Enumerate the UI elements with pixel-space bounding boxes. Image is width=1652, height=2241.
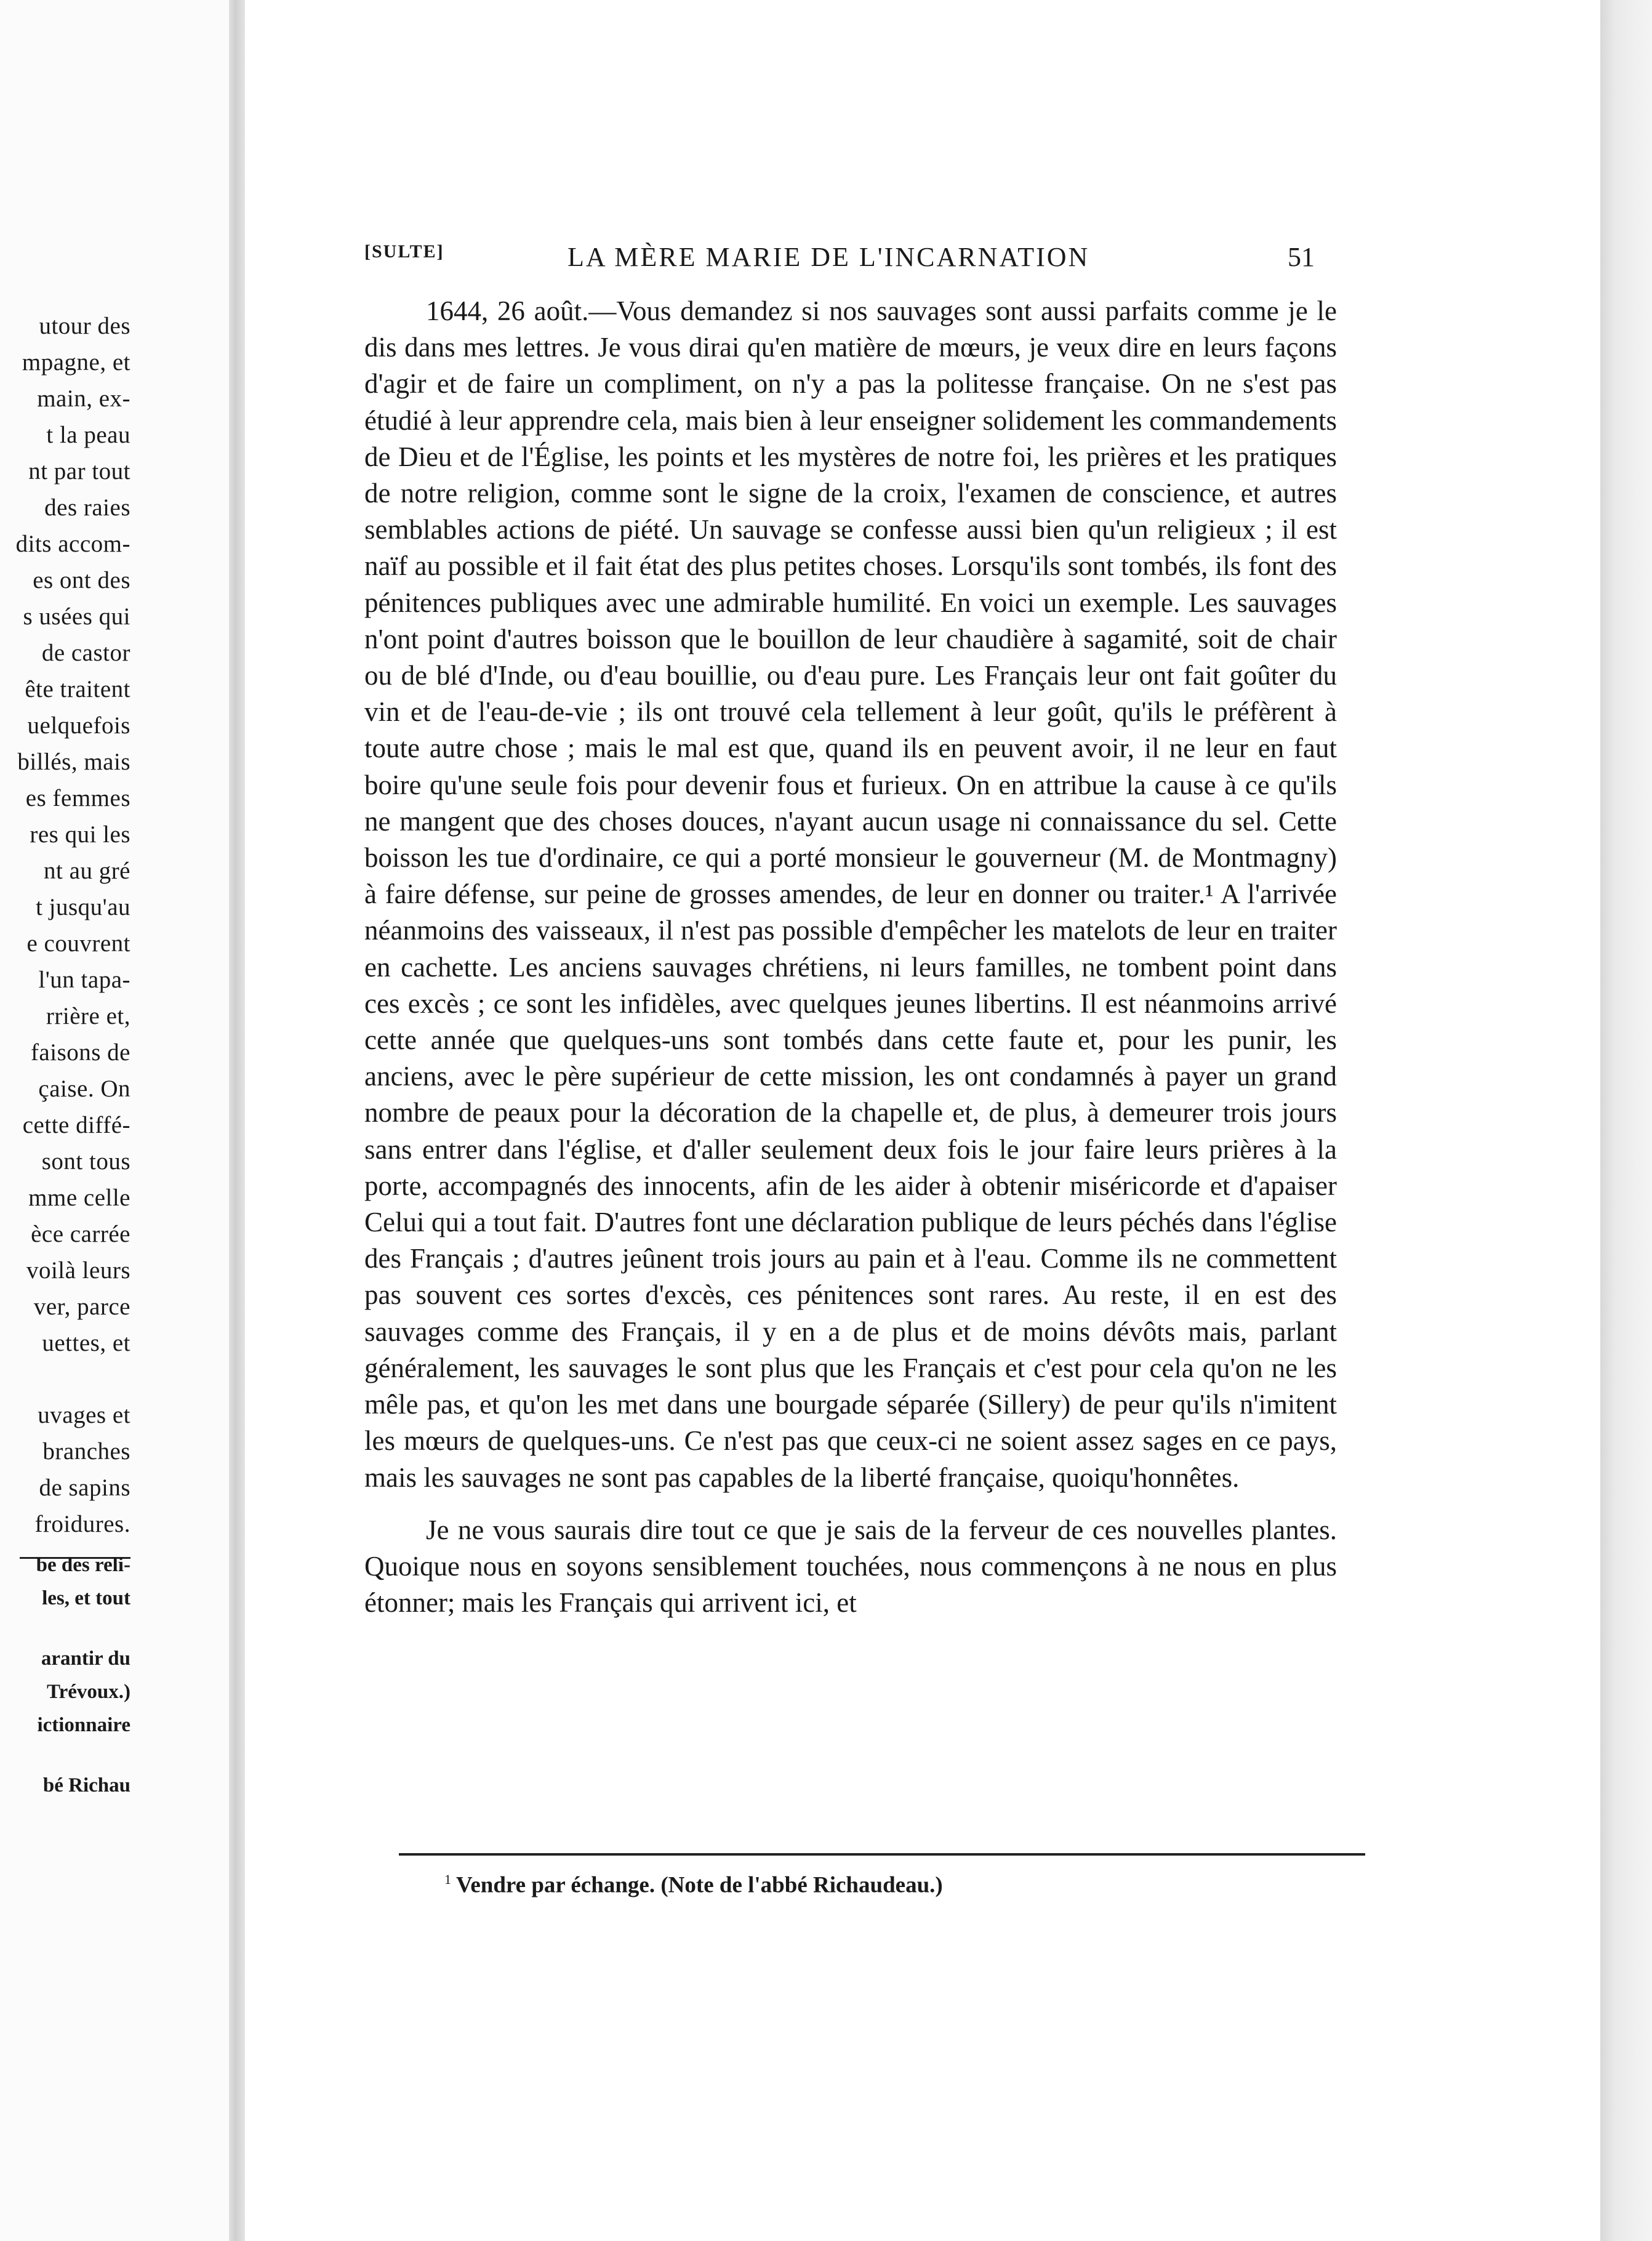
left-page-note: arantir du [41,1648,130,1670]
footnote-marker: 1 [444,1872,451,1887]
running-header [364,241,1337,278]
left-page-line: de sapins [39,1475,130,1501]
left-page-line: mme celle [28,1185,130,1211]
left-page-line: des raies [44,494,130,521]
left-page-line: branches [42,1438,130,1465]
left-page-note: Trévoux.) [47,1681,130,1703]
left-page-line: t jusqu'au [36,894,130,920]
left-page-line: es ont des [33,567,130,593]
left-page-note: ictionnaire [37,1714,130,1736]
left-page-line: sont tous [41,1148,130,1175]
left-page-line: nt par tout [28,458,130,485]
left-page-note: les, et tout [42,1587,130,1609]
body-text [364,293,1337,1621]
footnote-rule [399,1853,1365,1856]
left-page-line: l'un tapa- [38,967,130,993]
left-page-line: çaise. On [38,1076,130,1102]
left-page-line: cette diffé- [22,1112,130,1138]
left-page-line: utour des [39,313,130,339]
page-edge [1600,0,1652,2241]
footnote-text: Vendre par échange. (Note de l'abbé Richaudeau.) [456,1872,943,1898]
left-page-line: nt au gré [44,858,130,884]
book-gutter [229,0,245,2241]
left-page-text [0,308,130,1563]
left-page-line: s usées qui [23,603,130,630]
left-page-line: uettes, et [42,1330,130,1356]
page-number: 51 [1288,242,1315,272]
left-page-line: de castor [41,640,130,666]
left-page-line: e couvrent [26,930,130,957]
header-title: LA MÈRE MARIE DE L'INCARNATION [567,242,1090,272]
left-page-line: billés, mais [17,749,130,775]
header-author: [SULTE] [364,241,444,262]
left-page-line: mpagne, et [22,349,130,376]
left-page-line: res qui les [30,821,130,848]
paragraph-2: Je ne vous saurais dire tout ce que je sais de la ferveur de ces nouvelles plantes. Quoique nous en soyons sensiblement touchées, nous commençons à ne nous en plus étonner; mais les Français qui arrivent ici, et [364,1514,1337,1619]
left-page-footnotes [0,1548,130,1802]
paragraph-1: 1644, 26 août.—Vous demandez si nos sauvages sont aussi parfaits comme je le dis dans mes lettres. Je vous dirai qu'en matière de mœurs, je veux dire en leurs façons d'agir et de faire un compliment, on n'y a pas la politesse française. On ne s'est pas étudié à leur apprendre cela, mais bien à leur enseigner solidement les commandements de Dieu et de l'Église, les points et les mystères de notre foi, les prières et les pratiques de notre religion, comme sont le signe de la croix, l'examen de conscience, et autres semblables actions de piété. Un sauvage se confesse aussi bien qu'un religieux ; il est naïf au possible et il fait état des plus petites choses. Lorsqu'ils sont tombés, ils font des pénitences publiques avec une admirable humilité. En voici un exemple. Les sauvages n'ont point d'autres boisson que le bouillon de leur chaudière à sagamité, soit de chair ou de blé d'Inde, ou d'eau bouillie, ou d'eau pure. Les Français leur ont fait goûter du vin et de l'eau-de-vie ; ils ont trouvé cela tellement à leur goût, qu'ils le préfèrent à toute autre chose ; mais le mal est que, quand ils en peuvent avoir, il ne leur en faut boire qu'une seule fois pour devenir fous et furieux. On en attribue la cause à ce qu'ils ne mangent que des choses douces, n'ayant aucun usage ni connaissance du sel. Cette boisson les tue d'ordinaire, ce qui a porté monsieur le gouverneur (M. de Montmagny) à faire défense, sur peine de grosses amendes, de leur en donner ou traiter.¹ A l'arrivée néanmoins des vaisseaux, il n'est pas possible d'empêcher les matelots de leur en traiter en cachette. Les anciens sauvages chrétiens, ni leurs familles, ne tombent point dans ces excès ; ce sont les infidèles, avec quelques jeunes libertins. Il est néanmoins arrivé cette année que quelques-uns sont tombés dans cette faute et, pour les punir, les anciens, avec le père supérieur de cette mission, les ont condamnés à payer un grand nombre de peaux pour la décoration de la chapelle et, de plus, à demeurer trois jours sans entrer dans l'église, et d'aller seulement deux fois le jour faire leurs prières à la porte, accompagnés des innocents, afin de les aider à obtenir miséricorde et d'apaiser Celui qui a tout fait. D'autres font une déclaration publique de leurs péchés dans l'église des Français ; d'autres jeûnent trois jours au pain et à l'eau. Comme ils ne commettent pas souvent ces sortes d'excès, ces pénitences sont rares. Au reste, il en est des sauvages comme des Français, il y en a de plus et de moins dévôts mais, parlant généralement, les sauvages le sont plus que les Français et c'est pour cela qu'on ne les mêle pas, et qu'on les met dans une bourgade séparée (Sillery) de peur qu'ils n'imitent les mœurs de quelques-uns. Ce n'est pas que ceux-ci ne soient assez sages en ce pays, mais les sauvages ne sont pas capables de la liberté française, quoiqu'honnêtes. [364,296,1337,1493]
left-page-note: be des reli- [36,1554,130,1576]
left-page-line: uelquefois [27,712,130,739]
left-page-line: es femmes [25,785,130,811]
left-page-line: ver, parce [33,1294,130,1320]
left-page-line: èce carrée [31,1221,130,1247]
left-page-line: froidures. [34,1511,130,1537]
left-page-line: t la peau [46,422,130,448]
left-page-line: faisons de [30,1039,130,1066]
left-page-line: dits accom- [15,531,130,557]
left-page-line: voilà leurs [26,1257,130,1284]
left-page-line: rrière et, [46,1003,130,1029]
left-page-note: bé Richau [42,1774,130,1796]
left-page-line: ête traitent [25,676,130,702]
footnote [444,1872,943,1898]
left-page-line: main, ex- [37,385,130,412]
left-page-line: uvages et [38,1402,130,1428]
left-page-fragment [0,0,237,2241]
